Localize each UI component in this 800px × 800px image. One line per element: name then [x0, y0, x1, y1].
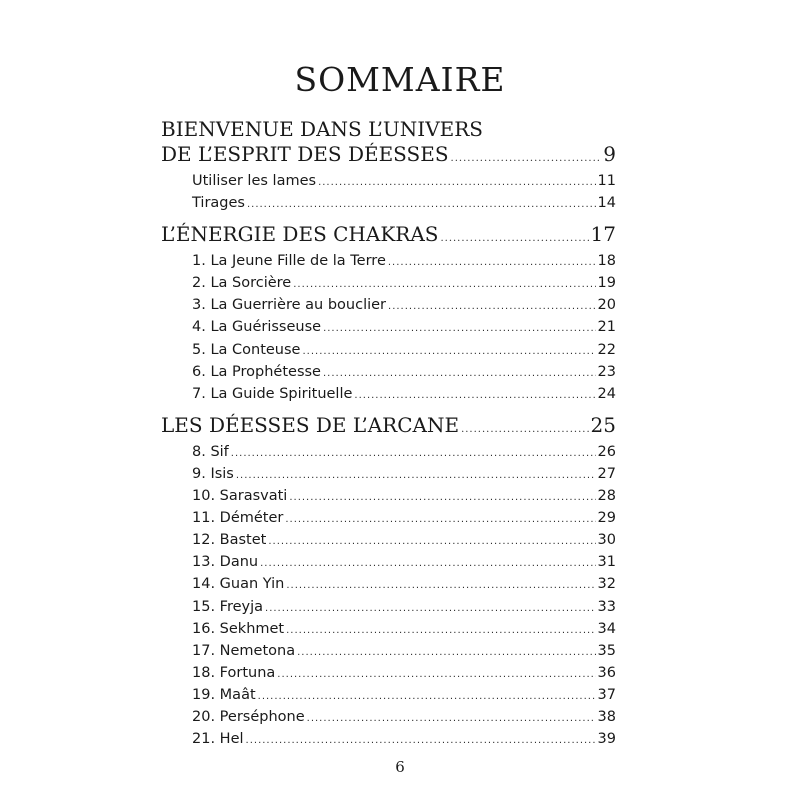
entry-label: 17. Nemetona — [192, 642, 296, 659]
entry-page-number: 21 — [597, 319, 616, 336]
toc-entry — [192, 486, 616, 508]
entry-label: 6. La Prophétesse — [192, 363, 321, 380]
toc-entry — [192, 464, 616, 486]
toc-entry — [192, 508, 616, 530]
entry-page-number: 20 — [597, 297, 616, 314]
toc-entry — [192, 685, 616, 707]
entry-page-number: 36 — [597, 664, 616, 681]
entry-label: 7. La Guide Spirituelle — [192, 385, 353, 402]
entry-page-number: 32 — [597, 576, 616, 593]
toc-entry — [192, 362, 616, 384]
dot-leader — [258, 686, 596, 707]
entry-page-number: 19 — [597, 275, 616, 292]
entry-label: 2. La Sorcière — [192, 275, 292, 292]
page-number: 6 — [395, 758, 405, 776]
toc-section — [161, 222, 616, 406]
dot-leader — [293, 274, 595, 295]
section-page-number: 25 — [590, 412, 616, 437]
entry-page-number: 34 — [597, 620, 616, 637]
entry-page-number: 22 — [597, 341, 616, 358]
entry-page-number: 39 — [597, 731, 616, 748]
section-page-number: 17 — [590, 222, 616, 247]
entry-page-number: 14 — [597, 195, 616, 212]
toc-entry — [192, 663, 616, 685]
dot-leader — [388, 296, 596, 317]
entry-label: Tirages — [192, 195, 245, 212]
toc-entry — [192, 442, 616, 464]
entry-label: 4. La Guérisseuse — [192, 319, 322, 336]
entry-page-number: 33 — [597, 598, 616, 615]
entry-page-number: 26 — [597, 443, 616, 460]
toc-entry — [192, 574, 616, 596]
dot-leader — [246, 730, 596, 751]
entry-label: 3. La Guerrière au bouclier — [192, 297, 387, 314]
entry-label: 1. La Jeune Fille de la Terre — [192, 253, 386, 270]
entry-page-number: 28 — [597, 488, 616, 505]
dot-leader — [440, 226, 588, 251]
entry-page-number: 27 — [597, 465, 616, 482]
entry-page-number: 31 — [597, 554, 616, 571]
section-heading-label: L’ÉNERGIE DES CHAKRAS — [161, 222, 439, 247]
dot-leader — [247, 194, 596, 215]
toc-entry — [192, 552, 616, 574]
dot-leader — [388, 252, 596, 273]
entry-label: 12. Bastet — [192, 532, 267, 549]
entry-page-number: 29 — [597, 510, 616, 527]
dot-leader — [289, 487, 595, 508]
entry-label: 8. Sif — [192, 443, 229, 460]
dot-leader — [307, 708, 596, 729]
dot-leader — [318, 172, 595, 193]
toc-entry — [192, 597, 616, 619]
dot-leader — [236, 465, 596, 486]
table-of-contents — [161, 117, 616, 758]
toc-entry — [192, 384, 616, 406]
entry-page-number: 35 — [597, 642, 616, 659]
toc-entry — [192, 171, 616, 193]
dot-leader — [286, 575, 595, 596]
toc-entry — [192, 317, 616, 339]
entry-label: 20. Perséphone — [192, 708, 305, 725]
entry-label: 14. Guan Yin — [192, 576, 285, 593]
entry-label: 13. Danu — [192, 554, 259, 571]
dot-leader — [451, 146, 602, 171]
entry-label: 18. Fortuna — [192, 664, 276, 681]
entry-label: 21. Hel — [192, 731, 244, 748]
entry-label: 19. Maât — [192, 686, 256, 703]
toc-entry — [192, 619, 616, 641]
entry-page-number: 37 — [597, 686, 616, 703]
section-page-number: 9 — [603, 142, 616, 166]
dot-leader — [268, 531, 595, 552]
toc-entry — [192, 295, 616, 317]
entry-label: 16. Sekhmet — [192, 620, 285, 637]
section-heading-label: LES DÉESSES DE L’ARCANE — [161, 412, 460, 437]
entry-page-number: 11 — [597, 173, 616, 189]
toc-entry — [192, 340, 616, 362]
entry-label: 15. Freyja — [192, 598, 264, 615]
toc-entry — [192, 729, 616, 751]
page-title: SOMMAIRE — [294, 60, 506, 99]
entry-label: 11. Déméter — [192, 510, 284, 527]
entry-page-number: 18 — [597, 253, 616, 270]
section-heading-line: BIENVENUE DANS L’UNIVERS — [161, 117, 483, 141]
toc-entry — [192, 641, 616, 663]
toc-entry — [192, 193, 616, 215]
entry-page-number: 30 — [597, 532, 616, 549]
dot-leader — [277, 664, 595, 685]
entry-label: 5. La Conteuse — [192, 341, 301, 358]
dot-leader — [265, 598, 596, 619]
toc-entry — [192, 251, 616, 273]
entry-list — [161, 171, 616, 215]
entry-label: 9. Isis — [192, 465, 234, 482]
entry-page-number: 24 — [597, 385, 616, 402]
toc-entry — [192, 273, 616, 295]
toc-entry — [192, 530, 616, 552]
dot-leader — [461, 417, 588, 442]
dot-leader — [323, 318, 595, 339]
section-heading — [161, 142, 616, 171]
toc-section — [161, 117, 616, 215]
entry-page-number: 23 — [597, 363, 616, 380]
dot-leader — [231, 443, 596, 464]
entry-label: Utiliser les lames — [192, 173, 317, 189]
section-heading — [161, 413, 616, 442]
toc-section — [161, 413, 616, 751]
dot-leader — [323, 363, 596, 384]
section-heading-label: DE L’ESPRIT DES DÉESSES — [161, 142, 449, 166]
dot-leader — [260, 553, 595, 574]
entry-list — [161, 442, 616, 751]
dot-leader — [302, 341, 595, 362]
dot-leader — [286, 620, 595, 641]
dot-leader — [285, 509, 595, 530]
entry-list — [161, 251, 616, 406]
dot-leader — [297, 642, 595, 663]
entry-label: 10. Sarasvati — [192, 488, 288, 505]
toc-entry — [192, 707, 616, 729]
section-heading — [161, 222, 616, 251]
entry-page-number: 38 — [597, 708, 616, 725]
dot-leader — [354, 385, 595, 406]
